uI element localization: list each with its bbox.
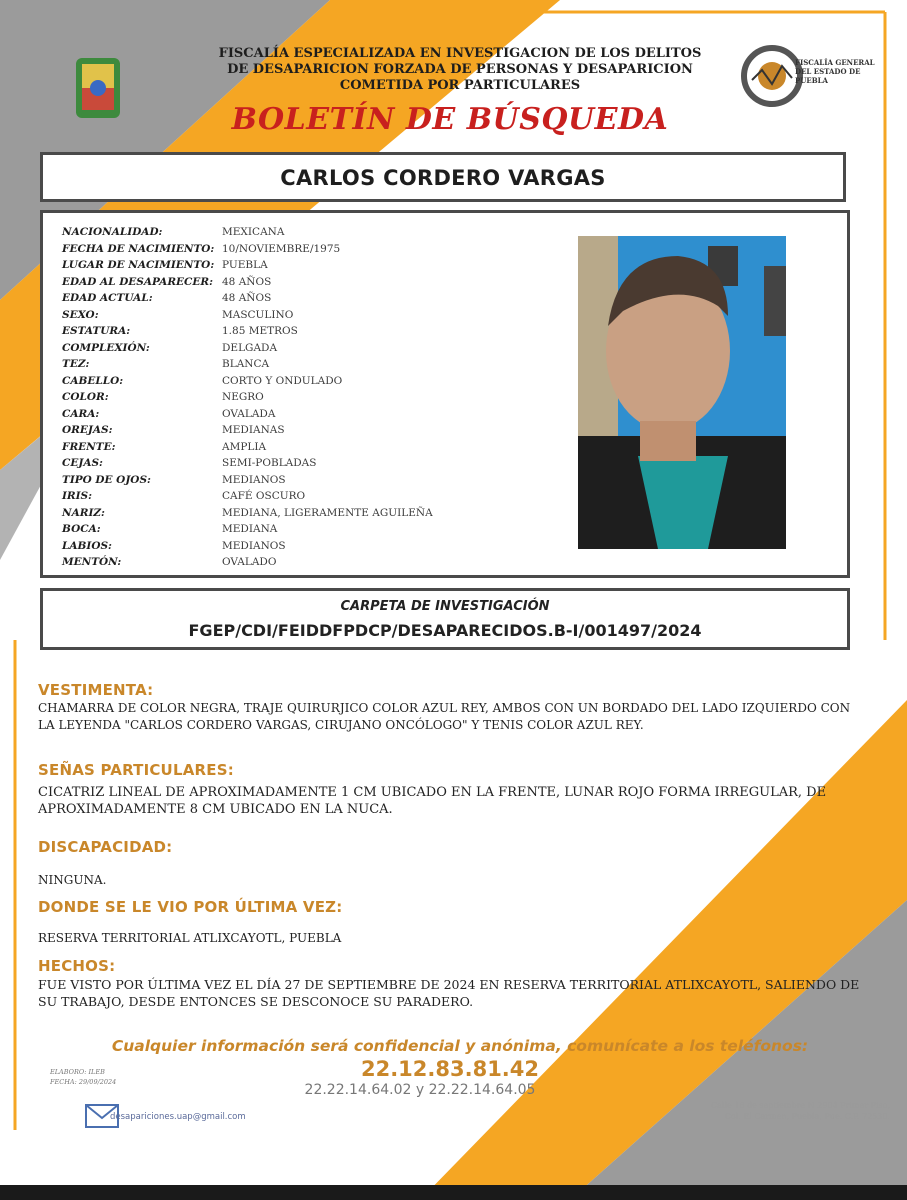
field-row <box>62 373 462 390</box>
field-row <box>62 356 462 373</box>
header-line-3: COMETIDA POR PARTICULARES <box>339 78 581 93</box>
field-value: MASCULINO <box>222 308 294 321</box>
fiscalia-logo-icon <box>744 48 800 104</box>
field-value: 48 AÑOS <box>222 292 272 304</box>
field-row <box>62 554 462 571</box>
vestimenta-text: CHAMARRA DE COLOR NEGRA, TRAJE QUIRURJICO COLOR AZUL REY, AMBOS CON UN BORDADO DEL LADO IZQUIERDO CON LA LEYENDA "CARLOS CORDERO VARGAS, CIRUJANO ONCÓLOGO" Y TENIS COLOR AZUL REY. <box>38 701 851 732</box>
discapacidad-text: NINGUNA. <box>38 873 107 887</box>
field-value: CAFÉ OSCURO <box>222 490 306 502</box>
field-row <box>62 406 462 423</box>
last-seen-text: RESERVA TERRITORIAL ATLIXCAYOTL, PUEBLA <box>38 931 342 945</box>
field-row <box>62 488 462 505</box>
address-line-2: Col. El Carmen, Puebla, Pue. C.P. 72530. <box>724 1112 890 1121</box>
field-row <box>62 538 462 555</box>
investigation-file-box <box>40 588 850 650</box>
field-label: TEZ: <box>62 358 90 370</box>
hechos-text: FUE VISTO POR ÚLTIMA VEZ EL DÍA 27 DE SEPTIEMBRE DE 2024 EN RESERVA TERRITORIAL ATLIXCAYOTL, SALIENDO DE SU TRABAJO, DESDE ENTONCES SE DESCONOCE SU PARADERO. <box>38 977 860 1009</box>
field-value: MEDIANOS <box>222 473 286 486</box>
vestimenta-heading: VESTIMENTA: <box>38 681 154 699</box>
contact-call-to-action: Cualquier información será confidencial y anónima, comunícate a los teléfonos: <box>111 1037 809 1055</box>
elaboro-text: ELABORO: ILEB <box>50 1068 105 1076</box>
header-line-2: DE DESAPARICION FORZADA DE PERSONAS Y DESAPARICION <box>227 62 693 77</box>
field-label: CEJAS: <box>62 457 103 469</box>
field-value: NEGRO <box>222 391 264 403</box>
physical-description-list <box>62 224 462 571</box>
investigation-file-number: FGEP/CDI/FEIDDFPDCP/DESAPARECIDOS.B-I/001497/2024 <box>188 621 702 640</box>
field-row <box>62 521 462 538</box>
field-value: BLANCA <box>222 358 270 370</box>
investigation-file-title: CARPETA DE INVESTIGACIÓN <box>340 599 550 614</box>
field-value: MEDIANA, LIGERAMENTE AGUILEÑA <box>222 506 433 519</box>
field-row <box>62 422 462 439</box>
field-value: 48 AÑOS <box>222 275 272 288</box>
field-row <box>62 439 462 456</box>
person-name: CARLOS CORDERO VARGAS <box>280 166 606 190</box>
field-label: CARA: <box>62 407 100 420</box>
field-value: 1.85 METROS <box>222 325 298 337</box>
field-value: MEXICANA <box>222 226 285 238</box>
field-value: MEDIANAS <box>222 424 285 436</box>
field-value: DELGADA <box>222 341 278 354</box>
field-row <box>62 241 462 258</box>
field-row <box>62 505 462 522</box>
field-label: LUGAR DE NACIMIENTO: <box>62 259 215 271</box>
phone-alternates[interactable]: 22.22.14.64.02 y 22.22.14.64.05 <box>304 1082 536 1098</box>
office-address <box>640 1100 890 1122</box>
bulletin-title: BOLETÍN DE BÚSQUEDA <box>231 102 669 137</box>
agency-header <box>180 46 740 94</box>
field-label: COMPLEXIÓN: <box>62 341 150 354</box>
address-line-1: Calle 16 de septiembre N 2904 Primer Piso, <box>711 1101 890 1110</box>
field-value: PUEBLA <box>222 259 268 271</box>
fecha-text: FECHA: 29/09/2024 <box>50 1078 117 1086</box>
field-row <box>62 340 462 357</box>
field-value: SEMI-POBLADAS <box>222 457 317 469</box>
field-row <box>62 274 462 291</box>
senas-heading: SEÑAS PARTICULARES: <box>38 761 234 779</box>
field-label: EDAD AL DESAPARECER: <box>62 275 214 288</box>
contact-email[interactable]: desapariciones.uap@gmail.com <box>110 1112 246 1122</box>
field-row <box>62 257 462 274</box>
senas-text: CICATRIZ LINEAL DE APROXIMADAMENTE 1 CM UBICADO EN LA FRENTE, LUNAR ROJO FORMA IRREGULAR, DE APROXIMADAMENTE 8 CM UBICADO EN LA NUCA. <box>38 785 827 817</box>
field-row <box>62 389 462 406</box>
header-line-1: FISCALÍA ESPECIALIZADA EN INVESTIGACION DE LOS DELITOS <box>218 46 702 61</box>
fiscalia-logo-text: FISCALÍA GENERAL DEL ESTADO DE PUEBLA <box>795 58 875 85</box>
field-label: FRENTE: <box>62 440 116 453</box>
field-label: BOCA: <box>62 523 101 535</box>
field-value: OVALADA <box>222 407 276 420</box>
field-value: MEDIANA <box>222 523 278 535</box>
field-label: NARIZ: <box>62 506 105 519</box>
field-value: AMPLIA <box>222 440 267 453</box>
field-label: CABELLO: <box>62 374 124 387</box>
field-row <box>62 455 462 472</box>
field-label: NACIONALIDAD: <box>62 226 163 238</box>
field-value: OVALADO <box>222 556 277 568</box>
field-label: SEXO: <box>62 308 99 321</box>
field-label: FECHA DE NACIMIENTO: <box>62 242 215 255</box>
field-value: MEDIANOS <box>222 539 286 552</box>
phone-main[interactable]: 22.12.83.81.42 <box>360 1057 540 1081</box>
field-value: 10/NOVIEMBRE/1975 <box>222 242 341 255</box>
field-row <box>62 290 462 307</box>
field-label: EDAD ACTUAL: <box>62 292 153 304</box>
field-row <box>62 472 462 489</box>
field-label: IRIS: <box>62 490 93 502</box>
field-label: COLOR: <box>62 391 109 403</box>
field-row <box>62 224 462 241</box>
missing-person-photo <box>578 236 786 549</box>
field-row <box>62 323 462 340</box>
field-label: LABIOS: <box>62 539 112 552</box>
hechos-heading: HECHOS: <box>38 957 116 975</box>
last-seen-heading: DONDE SE LE VIO POR ÚLTIMA VEZ: <box>38 898 343 916</box>
field-row <box>62 307 462 324</box>
field-label: ESTATURA: <box>62 325 131 337</box>
field-label: TIPO DE OJOS: <box>62 473 151 486</box>
state-coat-of-arms-icon <box>76 58 120 118</box>
field-label: MENTÓN: <box>62 556 122 568</box>
field-value: CORTO Y ONDULADO <box>222 374 343 387</box>
discapacidad-heading: DISCAPACIDAD: <box>38 838 173 856</box>
field-label: OREJAS: <box>62 424 113 436</box>
